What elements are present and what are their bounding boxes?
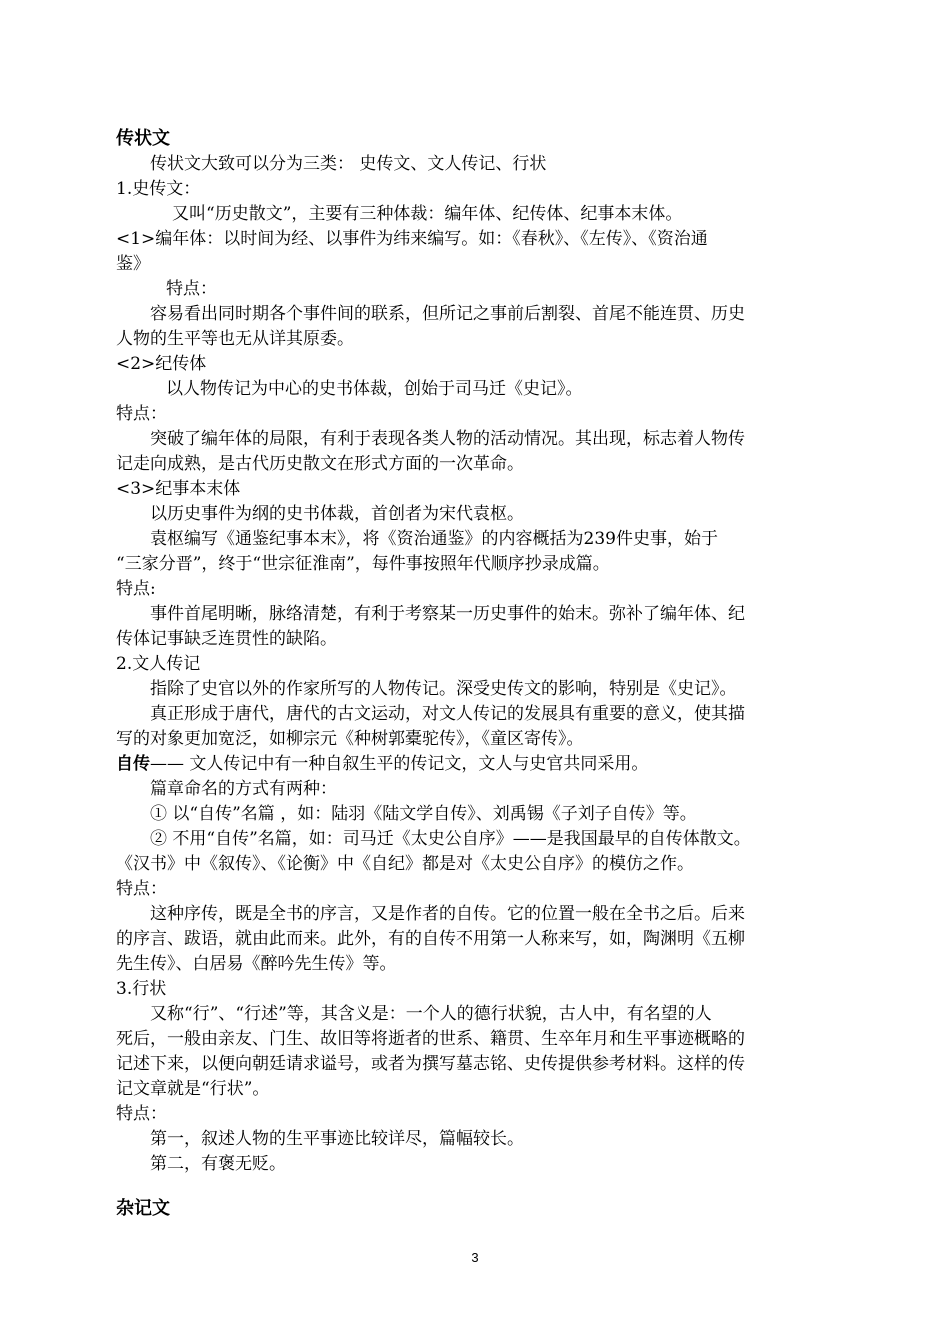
text-line: 特点： [116,1104,167,1124]
text-line: 以历史事件为纲的史书体裁，首创者为宋代袁枢。 [150,504,524,524]
page-number: 3 [471,1250,479,1265]
subheading-xingzhuang: 3.行状 [116,979,167,999]
text-line: 人物的生平等也无从详其原委。 [116,329,354,349]
text-line: 特点: [116,579,156,599]
text-line: 记文章就是“行状”。 [116,1079,270,1099]
text-line: 袁枢编写《通鉴纪事本末》，将《资治通鉴》的内容概括为239件史事，始于 [150,529,718,549]
text-line: 突破了编年体的局限，有利于表现各类人物的活动情况。其出现，标志着人物传 [150,429,745,449]
zizhuan-dash: —— [150,754,184,774]
text-line: 这种序传，既是全书的序言，又是作者的自传。它的位置一般在全书之后。后来 [150,904,745,924]
text-line: 篇章命名的方式有两种： [150,779,337,799]
text-line: 以人物传记为中心的史书体裁，创始于司马迁《史记》。 [166,379,583,399]
text-line: 特点： [116,879,167,899]
text-line: 第二，有褒无贬。 [150,1154,286,1174]
subheading-shizhuanwen: 1.史传文： [116,179,201,199]
text-line: 的序言、跋语，就由此而来。此外，有的自传不用第一人称来写，如，陶渊明《五柳 [116,929,745,949]
text-line: 又称“行”、“行述”等，其含义是：一个人的德行状貌，古人中，有名望的人 [150,1004,712,1024]
text-line: 鉴》 [116,254,150,274]
text-line: 特点： [166,279,217,299]
text-line: ① 以“自传”名篇 ，如：陆羽《陆文学自传》、刘禹锡《子刘子自传》等。 [150,804,697,824]
text-line: <3>纪事本末体 [116,479,241,499]
text-line: 容易看出同时期各个事件间的联系，但所记之事前后割裂、首尾不能连贯、历史 [150,304,745,324]
text-line: 指除了史官以外的作家所写的人物传记。深受史传文的影响，特别是《史记》。 [150,679,737,699]
subheading-wenren-zhuanji: 2.文人传记 [116,654,201,674]
text-line: <2>纪传体 [116,354,207,374]
text-line: 事件首尾明晰，脉络清楚，有利于考察某一历史事件的始末。弥补了编年体、纪 [150,604,745,624]
text-line: 又叫“历史散文”，主要有三种体裁：编年体、纪传体、纪事本末体。 [172,204,683,224]
text-line: 传状文大致可以分为三类： 史传文、文人传记、行状 [150,154,547,174]
text-line: 特点： [116,404,167,424]
section-heading-zhuanzhuangwen: 传状文 [116,128,170,149]
text-line: 死后，一般由亲友、门生、故旧等将逝者的世系、籍贯、生卒年月和生平事迹概略的 [116,1029,745,1049]
text-line: 先生传》、白居易《醉吟先生传》等。 [116,954,397,974]
text-line: 写的对象更加宽泛，如柳宗元《种树郭橐驼传》，《童区寄传》。 [116,729,584,749]
text-line: 真正形成于唐代，唐代的古文运动，对文人传记的发展具有重要的意义，使其描 [150,704,745,724]
zizhuan-line [116,753,648,775]
text-line: 记走向成熟，是古代历史散文在形式方面的一次革命。 [116,454,524,474]
section-heading-zajiwen: 杂记文 [116,1198,170,1219]
text-line: 记述下来，以便向朝廷请求谥号，或者为撰写墓志铭、史传提供参考材料。这样的传 [116,1054,745,1074]
text-line: ② 不用“自传”名篇，如：司马迁《太史公自序》——是我国最早的自传体散文。 [150,829,751,849]
text-line: 第一，叙述人物的生平事迹比较详尽，篇幅较长。 [150,1129,524,1149]
text-line: 传体记事缺乏连贯性的缺陷。 [116,629,337,649]
zizhuan-text: 文人传记中有一种自叙生平的传记文，文人与史官共同采用。 [189,754,649,774]
text-line: 《汉书》中《叙传》、《论衡》中《自纪》都是对《太史公自序》的模仿之作。 [116,854,694,874]
text-line: <1>编年体：以时间为经、以事件为纬来编写。如：《春秋》、《左传》、《资治通 [116,229,708,249]
text-line: “三家分晋”，终于“世宗征淮南”，每件事按照年代顺序抄录成篇。 [116,554,610,574]
zizhuan-label: 自传 [116,754,150,774]
